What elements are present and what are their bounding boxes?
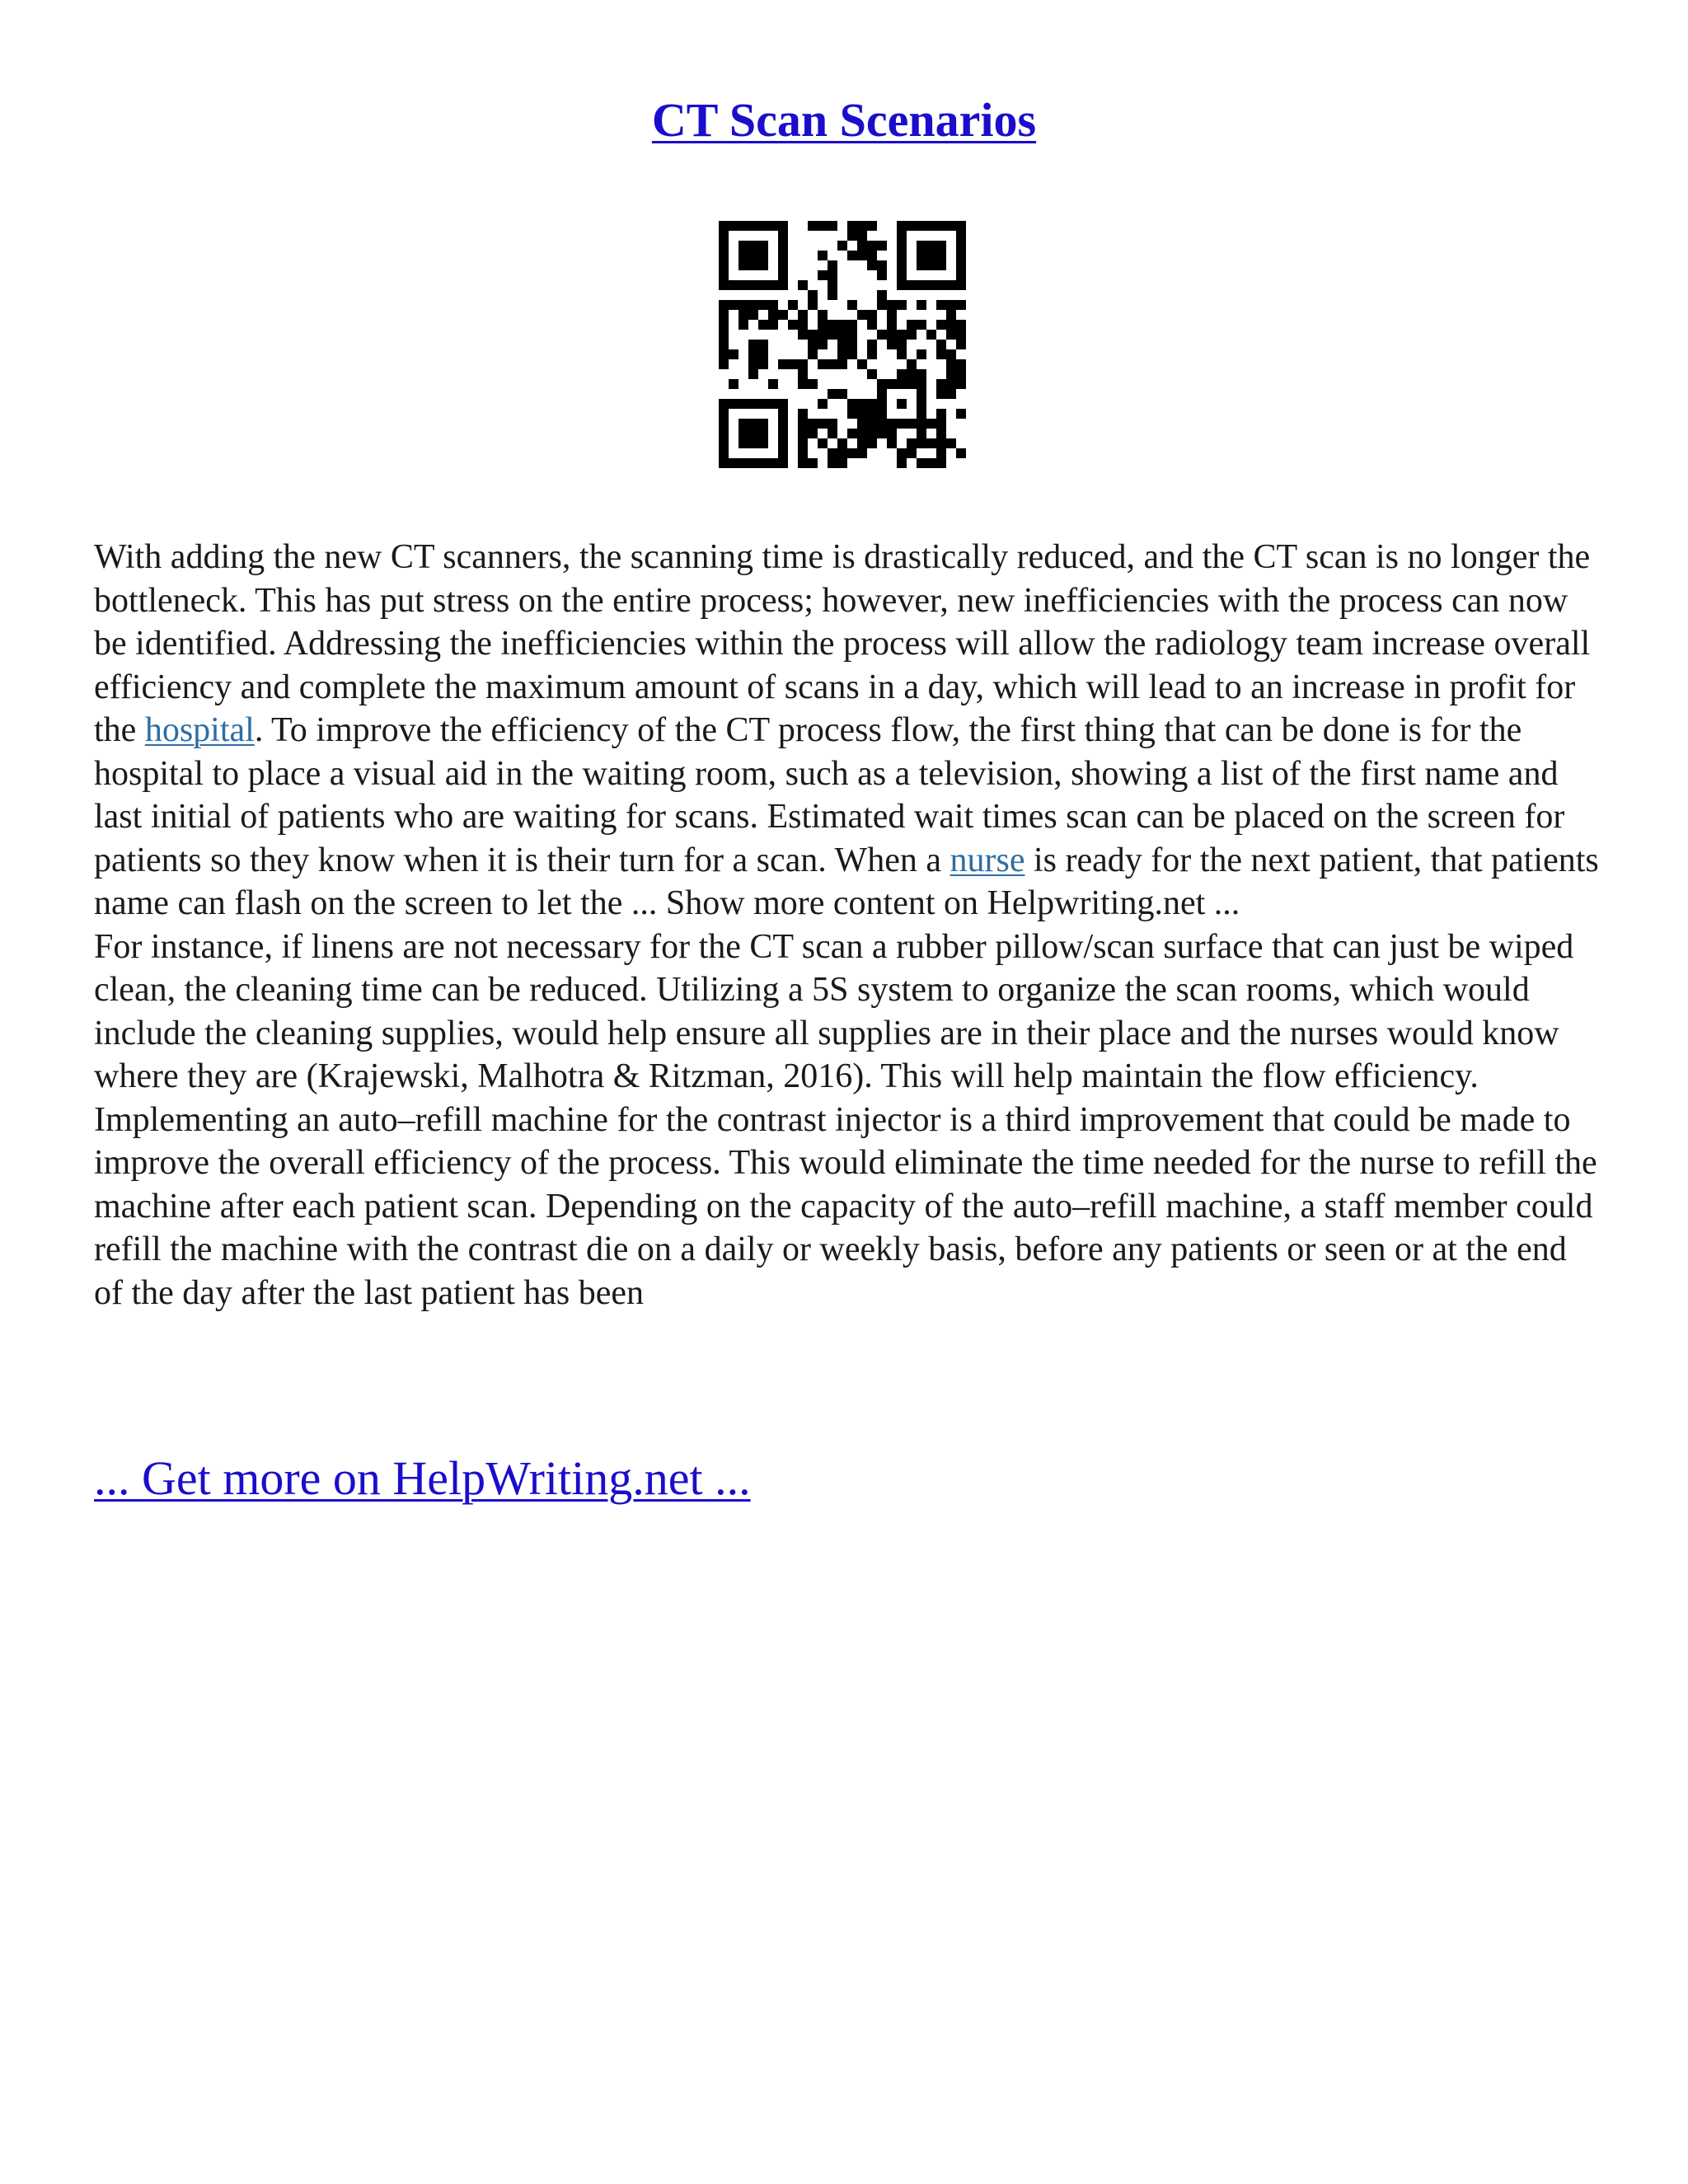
- nurse-link[interactable]: nurse: [950, 841, 1025, 879]
- title-link[interactable]: CT Scan Scenarios: [651, 93, 1037, 147]
- paragraph-2: For instance, if linens are not necessary for the CT scan a rubber pillow/scan surface that can just be wiped clean, the cleaning time can be reduced. Utilizing a 5S system to organize the scan rooms, which would include the cleaning supplies, would help ensure all supplies are in their place and the nurses would know where they are (Krajewski, Malhotra & Ritzman, 2016). This will help maintain the flow efficiency. Implementing an auto–refill machine for the contrast injector is a third improvement that could be made to improve the overall efficiency of the process. This would eliminate the time needed for the nurse to refill the machine after each patient scan. Depending on the capacity of the auto–refill machine, a staff member could refill the machine with the contrast die on a daily or weekly basis, before any patients or seen or at the end of the day after the last patient has been: [94, 927, 1597, 1312]
- paragraph-1-text-b: . To improve the efficiency of the CT process flow, the first thing that can be done is for the hospital to place a visual aid in the waiting room, such as a television, showing a list of the first name and last initial of patients who are waiting for scans. Estimated wait times scan can be placed on the screen for patients so they know when it is their turn for a scan. When a: [94, 711, 1565, 879]
- page-title: [0, 89, 1688, 152]
- article-body: [94, 536, 1602, 1315]
- qr-code-icon: [719, 221, 966, 468]
- get-more-link-container: [94, 1449, 751, 1508]
- paragraph-1-text-a: With adding the new CT scanners, the scanning time is drastically reduced, and the CT scan is no longer the bottleneck. This has put stress on the entire process; however, new inefficiencies with the process can now be identified. Addressing the inefficiencies within the process will allow the radiology team increase overall efficiency and complete the maximum amount of scans in a day, which will lead to an increase in profit for the: [94, 538, 1591, 749]
- paragraph-1: [94, 536, 1602, 926]
- paragraph-1-text-c: is ready for the next patient, that patients name can flash on the screen to let the ... Show more content on Helpwriting.net ...: [94, 841, 1599, 922]
- hospital-link[interactable]: hospital: [144, 711, 255, 749]
- get-more-link[interactable]: ... Get more on HelpWriting.net ...: [94, 1451, 751, 1505]
